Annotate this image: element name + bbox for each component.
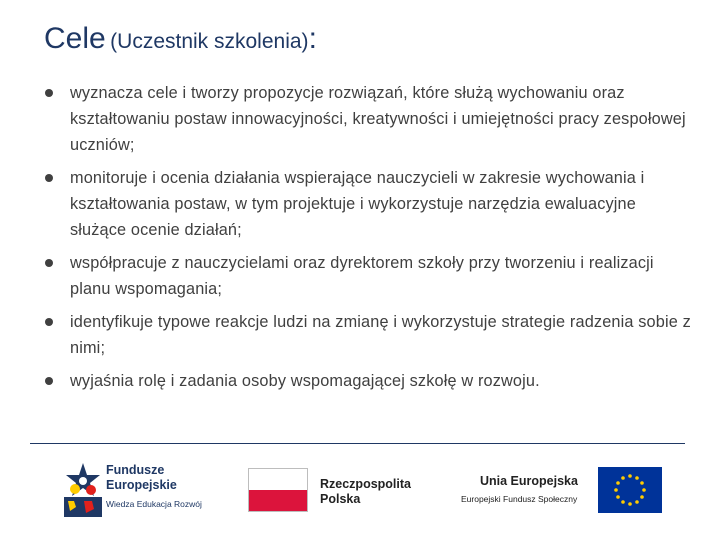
fe-logo-line1: Fundusze xyxy=(106,463,165,477)
pl-logo-line2: Polska xyxy=(320,492,361,506)
rzeczpospolita-polska-logo xyxy=(248,468,438,514)
slide-title xyxy=(44,22,317,56)
bullet-text: wyznacza cele i tworzy propozycje rozwiązań, które służą wychowaniu oraz kształtowaniu postaw innowacyjności, kreatywności i umiejętności pracy zespołowej uczniów; xyxy=(70,84,686,154)
bullet-text: wyjaśnia rolę i zadania osoby wspomagającej szkołę w rozwoju. xyxy=(70,372,540,390)
bullet-item xyxy=(44,250,694,302)
eu-flag-icon xyxy=(598,467,662,513)
bullet-item xyxy=(44,165,694,243)
bullet-text: identyfikuje typowe reakcje ludzi na zmianę i wykorzystuje strategie radzenia sobie z nimi; xyxy=(70,313,691,357)
title-colon: : xyxy=(308,22,317,55)
bullet-dot-icon xyxy=(45,259,53,267)
bullet-dot-icon xyxy=(45,318,53,326)
bullet-dot-icon xyxy=(45,89,53,97)
eu-logo-subtitle: Europejski Fundusz Społeczny xyxy=(461,494,578,504)
eu-logo-name: Unia Europejska xyxy=(480,474,578,488)
title-main: Cele xyxy=(44,22,106,55)
bullet-dot-icon xyxy=(45,174,53,182)
fe-logo-line2: Europejskie xyxy=(106,478,177,492)
footer-divider xyxy=(30,443,685,444)
bullet-item xyxy=(44,368,694,394)
unia-europejska-logo xyxy=(458,467,663,515)
polish-flag-icon xyxy=(248,468,308,512)
pl-logo-name xyxy=(320,477,411,507)
pl-logo-line1: Rzeczpospolita xyxy=(320,477,411,491)
fundusze-europejskie-star-icon xyxy=(64,461,102,517)
title-sub: (Uczestnik szkolenia) xyxy=(110,30,309,53)
fundusze-europejskie-logo xyxy=(64,461,224,517)
bullet-dot-icon xyxy=(45,377,53,385)
bullet-text: monitoruje i ocenia działania wspierające nauczycieli w zakresie wychowania i kształtowania postaw, w tym projektuje i wykorzystuje narzędzia ewaluacyjne służące ocenie działań; xyxy=(70,169,645,239)
bullet-list xyxy=(44,80,694,401)
fe-logo-subtitle: Wiedza Edukacja Rozwój xyxy=(106,499,202,509)
bullet-item xyxy=(44,309,694,361)
bullet-item xyxy=(44,80,694,158)
bullet-text: współpracuje z nauczycielami oraz dyrektorem szkoły przy tworzeniu i realizacji planu wspomagania; xyxy=(70,254,654,298)
fe-logo-name xyxy=(106,463,177,493)
